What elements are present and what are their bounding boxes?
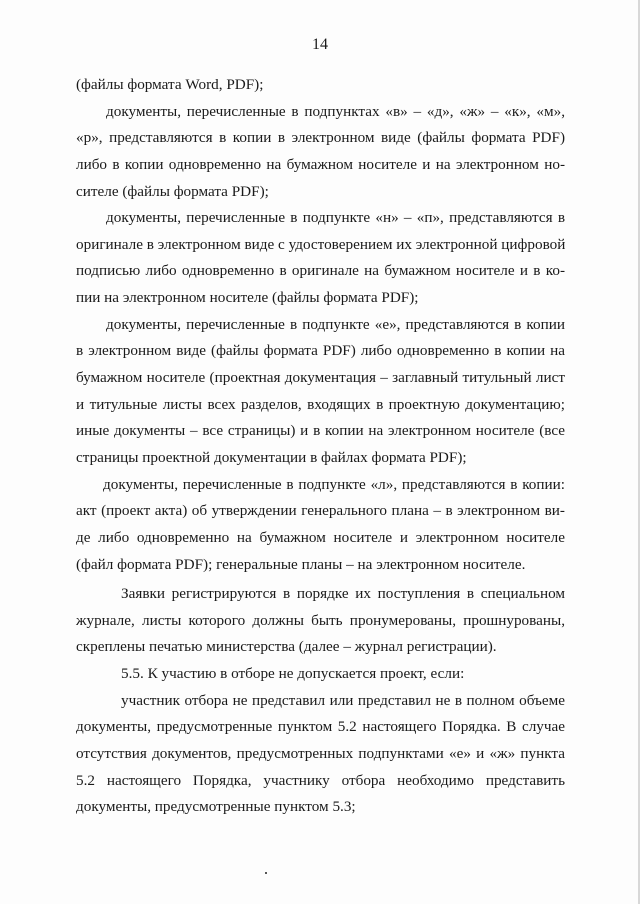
text-line: документы, перечисленные в подпункте «е», представляются в копии <box>106 315 565 333</box>
text-line: документы, перечисленные в подпунктах «в» – «д», «ж» – «к», «м», <box>106 102 565 120</box>
text-line: документы, перечисленные в подпункте «л», представляются в копии: <box>103 475 565 493</box>
text-line: и титульные листы всех разделов, входящих в проектную документацию; <box>76 395 565 413</box>
section-heading-line: 5.5. К участию в отборе не допускается проект, если: <box>121 665 465 683</box>
text-line: (файлы формата Word, PDF); <box>76 76 264 93</box>
text-line: оригинале в электронном виде с удостоверением их электронной цифровой <box>76 235 566 253</box>
text-line: скреплены печатью министерства (далее – журнал регистрации). <box>76 638 497 656</box>
text-line: подписью либо одновременно в оригинале на бумажном носителе и в ко- <box>76 262 565 280</box>
text-line: «р», представляются в копии в электронном виде (файлы формата PDF) <box>76 129 565 147</box>
text-line: либо в копии одновременно на бумажном носителе и на электронном но- <box>76 155 565 173</box>
text-line: документы, предусмотренные пунктом 5.3; <box>76 798 356 816</box>
text-line: 5.2 настоящего Порядка, участнику отбора необходимо представить <box>76 771 565 789</box>
text-line: в электронном виде (файлы формата PDF) либо одновременно в копии на <box>76 342 565 360</box>
document-body <box>76 72 565 821</box>
scan-speck <box>265 872 267 874</box>
text-line: документы, перечисленные в подпункте «н» – «п», представляются в <box>106 209 565 227</box>
text-line: бумажном носителе (проектная документация – заглавный титульный лист <box>76 369 565 387</box>
text-line: (файл формата PDF); генеральные планы – на электронном носителе. <box>76 555 526 573</box>
text-line: участник отбора не представил или представил не в полном объеме <box>121 691 565 709</box>
text-line: документы, предусмотренные пунктом 5.2 настоящего Порядка. В случае <box>76 718 565 736</box>
text-line: журнале, листы которого должны быть пронумерованы, прошнурованы, <box>76 611 565 629</box>
page-number: 14 <box>312 36 328 53</box>
text-line: иные документы – все страницы) и в копии на электронном носителе (все <box>76 422 565 440</box>
text-line: Заявки регистрируются в порядке их поступления в специальном <box>121 585 565 603</box>
text-line: сителе (файлы формата PDF); <box>76 182 269 200</box>
text-line: акт (проект акта) об утверждении генерального плана – в электронном ви- <box>76 502 565 520</box>
text-line: отсутствия документов, предусмотренных подпунктами «е» и «ж» пункта <box>76 745 565 763</box>
text-line: страницы проектной документации в файлах формата PDF); <box>76 448 467 466</box>
text-line: пии на электронном носителе (файлы формата PDF); <box>76 289 419 307</box>
text-line: де либо одновременно на бумажном носителе и электронном носителе <box>76 528 565 546</box>
